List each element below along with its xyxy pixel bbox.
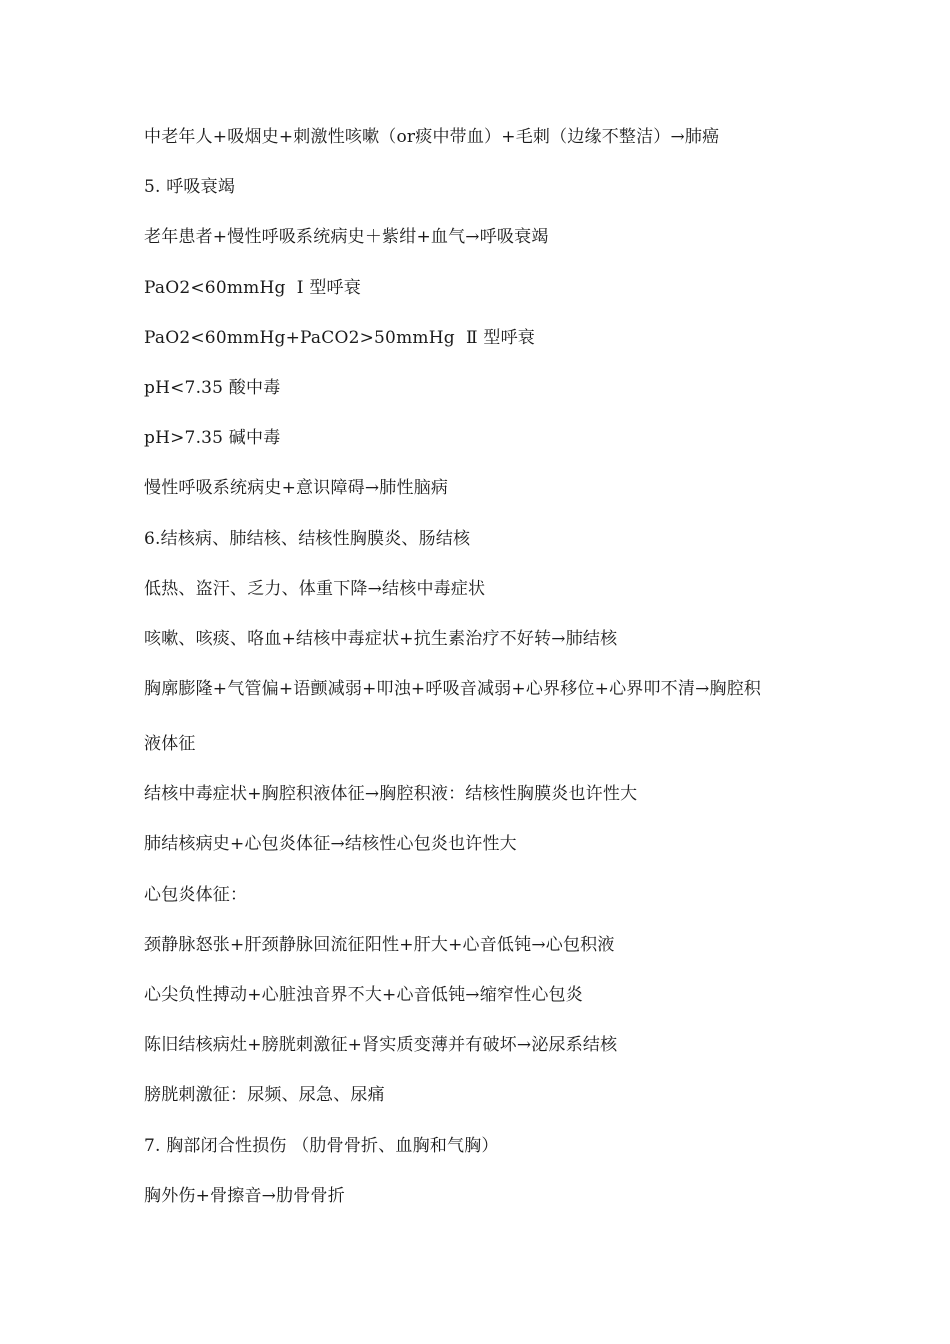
text-line-urinary-tb: 陈旧结核病灶+膀胱刺激征+肾实质变薄并有破坏→泌尿系结核 bbox=[144, 1035, 618, 1056]
text-line-alkalosis: pH>7.35 碱中毒 bbox=[144, 428, 281, 449]
text-line-acidosis: pH<7.35 酸中毒 bbox=[144, 377, 281, 398]
text-line-pulmonary-tb: 咳嗽、咳痰、咯血+结核中毒症状+抗生素治疗不好转→肺结核 bbox=[144, 628, 618, 649]
section-heading-tuberculosis: 6.结核病、肺结核、结核性胸膜炎、肠结核 bbox=[144, 528, 471, 549]
text-line-rib-fracture: 胸外伤+骨擦音→肋骨骨折 bbox=[144, 1185, 345, 1206]
text-line-pleural-effusion-signs: 胸廓膨隆+气管偏+语颤减弱+叩浊+呼吸音减弱+心界移位+心界叩不清→胸腔积 bbox=[144, 679, 762, 700]
text-line-constrictive-pericarditis: 心尖负性搏动+心脏浊音界不大+心音低钝→缩窄性心包炎 bbox=[144, 985, 583, 1005]
text-line-tb-pericarditis: 肺结核病史+心包炎体征→结核性心包炎也许性大 bbox=[144, 834, 517, 855]
section-heading-chest-injury: 7. 胸部闭合性损伤 （肋骨骨折、血胸和气胸） bbox=[144, 1135, 499, 1156]
text-line-pericarditis-signs-label: 心包炎体征： bbox=[144, 884, 248, 905]
text-line-tb-toxicity: 低热、盗汗、乏力、体重下降→结核中毒症状 bbox=[144, 578, 486, 599]
text-line-lung-cancer: 中老年人+吸烟史+刺激性咳嗽（or痰中带血）+毛刺（边缘不整洁）→肺癌 bbox=[144, 127, 720, 147]
text-line-respiratory-failure: 老年患者+慢性呼吸系统病史＋紫绀+血气→呼吸衰竭 bbox=[144, 227, 549, 248]
text-line-tb-pleurisy: 结核中毒症状+胸腔积液体征→胸腔积液：结核性胸膜炎也许性大 bbox=[144, 784, 638, 805]
text-line-type2-failure: PaO2<60mmHg+PaCO2>50mmHg Ⅱ 型呼衰 bbox=[144, 327, 535, 348]
document-body bbox=[144, 124, 824, 1233]
section-heading-respiratory-failure: 5. 呼吸衰竭 bbox=[144, 177, 236, 198]
text-line-pericardial-effusion: 颈静脉怒张+肝颈静脉回流征阳性+肝大+心音低钝→心包积液 bbox=[144, 934, 615, 955]
text-line-pulmonary-encephalopathy: 慢性呼吸系统病史+意识障碍→肺性脑病 bbox=[144, 478, 449, 499]
text-line-pleural-effusion-signs-cont: 液体征 bbox=[144, 734, 196, 755]
text-line-type1-failure: PaO2<60mmHg Ⅰ 型呼衰 bbox=[144, 277, 361, 298]
text-line-bladder-irritation: 膀胱刺激征：尿频、尿急、尿痛 bbox=[144, 1085, 385, 1106]
